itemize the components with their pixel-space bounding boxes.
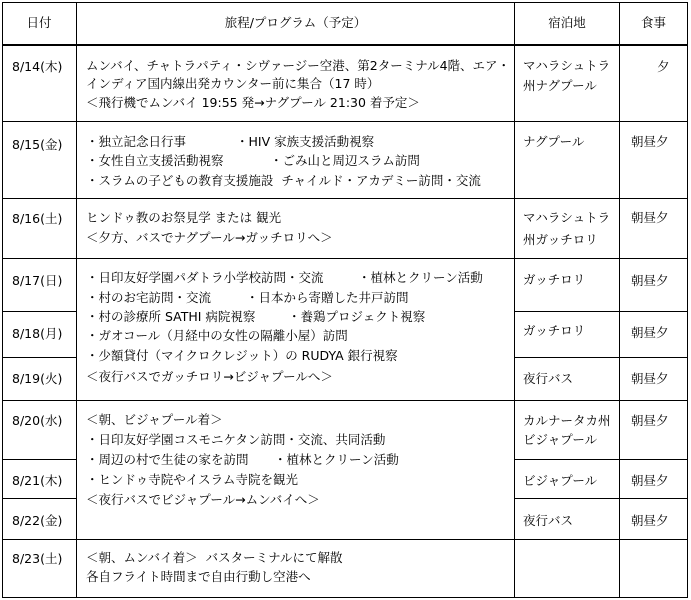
lodging-cell: マハラシュトラ [523, 58, 611, 73]
table-border-top [2, 2, 688, 3]
lodging-cell: ビジャプール [523, 473, 598, 488]
row-divider-date [2, 357, 77, 358]
date-cell: 8/15(金) [12, 137, 63, 152]
date-cell: 8/18(月) [12, 326, 63, 341]
meals-cell: 朝昼夕 [631, 273, 669, 288]
row-divider [2, 198, 688, 199]
lodging-cell: ガッチロリ [523, 272, 586, 287]
program-line: ＜夜行バスでビジャプール→ムンバイへ＞ [86, 492, 320, 507]
program-line: インディア国内線出発カウンター前に集合（17 時） [86, 76, 380, 91]
table-border-bottom [2, 597, 688, 598]
program-line: ・独立記念日行事 [86, 134, 187, 149]
program-line: ・HIV 家族支援活動視察 [236, 134, 375, 149]
row-divider-side [514, 498, 688, 499]
row-divider-side [514, 357, 688, 358]
meals-cell: 朝昼夕 [631, 371, 669, 386]
itinerary-table [2, 2, 688, 598]
program-line: ・スラムの子どもの教育支援施設 チャイルド・アカデミー訪問・交流 [86, 173, 481, 188]
lodging-cell: 州ガッチロリ [523, 232, 598, 247]
program-line: ・周辺の村で生徒の家を訪問 [86, 452, 249, 467]
table-border-right [687, 2, 688, 598]
lodging-cell: 州ナグプール [523, 78, 597, 93]
program-line: ＜飛行機でムンバイ 19:55 発→ナグプール 21:30 着予定＞ [86, 95, 420, 110]
table-border-left [2, 2, 3, 598]
column-divider-program [514, 2, 515, 598]
meals-cell: 朝昼夕 [631, 513, 669, 528]
date-cell: 8/16(土) [12, 211, 63, 226]
lodging-cell: ビジャプール [523, 432, 598, 447]
row-divider [2, 539, 688, 540]
row-divider-date [2, 311, 77, 312]
row-divider-date [2, 459, 77, 460]
meals-cell: 夕 [657, 59, 670, 74]
program-line: ・村の診療所 SATHI 病院視察 [86, 309, 256, 324]
row-divider-side [514, 311, 688, 312]
program-line: ＜朝、ビジャプール着＞ [86, 412, 223, 427]
lodging-cell: カルナータカ州 [523, 413, 611, 428]
lodging-cell: ガッチロリ [523, 323, 586, 338]
lodging-cell: マハラシュトラ [523, 210, 611, 225]
program-line: ＜夜行バスでガッチロリ→ビジャプールへ＞ [86, 369, 333, 384]
program-line: ・日本から寄贈した井戸訪問 [246, 290, 409, 305]
row-divider [2, 258, 688, 259]
program-line: ムンバイ、チャトラパティ・シヴァージー空港、第2ターミナル4階、エア・ [86, 58, 511, 73]
meals-cell: 朝昼夕 [631, 413, 669, 428]
row-divider-date [2, 498, 77, 499]
program-line: ・植林とクリーン活動 [358, 270, 483, 285]
lodging-cell: ナグプール [523, 134, 585, 149]
date-cell: 8/22(金) [12, 513, 63, 528]
lodging-cell: 夜行バス [523, 513, 574, 528]
row-divider [2, 121, 688, 122]
program-line: ・少額貸付（マイクロクレジット）の RUDYA 銀行視察 [86, 348, 398, 363]
column-divider-lodging [619, 2, 620, 598]
program-line: ・ガオコール（月経中の女性の隔離小屋）訪問 [86, 328, 348, 343]
program-line: ヒンドゥ教のお祭見学 または 観光 [86, 210, 282, 225]
column-divider-date [76, 2, 77, 598]
date-cell: 8/23(土) [12, 551, 63, 566]
row-divider [2, 400, 688, 401]
date-cell: 8/21(木) [12, 473, 63, 488]
meals-cell: 朝昼夕 [631, 325, 669, 340]
date-cell: 8/17(日) [12, 273, 63, 288]
program-line: ・ごみ山と周辺スラム訪問 [270, 153, 420, 168]
program-line: ・女性自立支援活動視察 [86, 153, 224, 168]
meals-cell: 朝昼夕 [631, 134, 669, 149]
program-line: 各自フライト時間まで自由行動し空港へ [86, 569, 311, 584]
meals-cell: 朝昼夕 [631, 210, 669, 225]
lodging-cell: 夜行バス [523, 371, 574, 386]
header-lodging: 宿泊地 [548, 15, 586, 30]
program-line: ＜朝、ムンバイ着＞ バスターミナルにて解散 [86, 550, 343, 565]
header-program: 旅程/プログラム（予定） [224, 15, 367, 30]
header-divider [2, 44, 688, 46]
program-line: ・ヒンドゥ寺院やイスラム寺院を観光 [86, 472, 298, 487]
header-date: 日付 [26, 15, 52, 30]
program-line: ・養鶏プロジェクト視察 [288, 309, 426, 324]
program-line: ・日印友好学園コスモニケタン訪問・交流、共同活動 [86, 432, 386, 447]
program-line: ・日印友好学園パダトラ小学校訪問・交流 [86, 270, 324, 285]
header-meals: 食事 [640, 15, 666, 30]
date-cell: 8/14(木) [12, 59, 63, 74]
row-divider-side [514, 459, 688, 460]
meals-cell: 朝昼夕 [631, 473, 669, 488]
program-line: ・植林とクリーン活動 [274, 452, 399, 467]
date-cell: 8/19(火) [12, 371, 63, 386]
date-cell: 8/20(水) [12, 413, 63, 428]
program-line: ・村のお宅訪問・交流 [86, 290, 212, 305]
program-line: ＜夕方、バスでナグプール→ガッチロリへ＞ [86, 230, 333, 245]
